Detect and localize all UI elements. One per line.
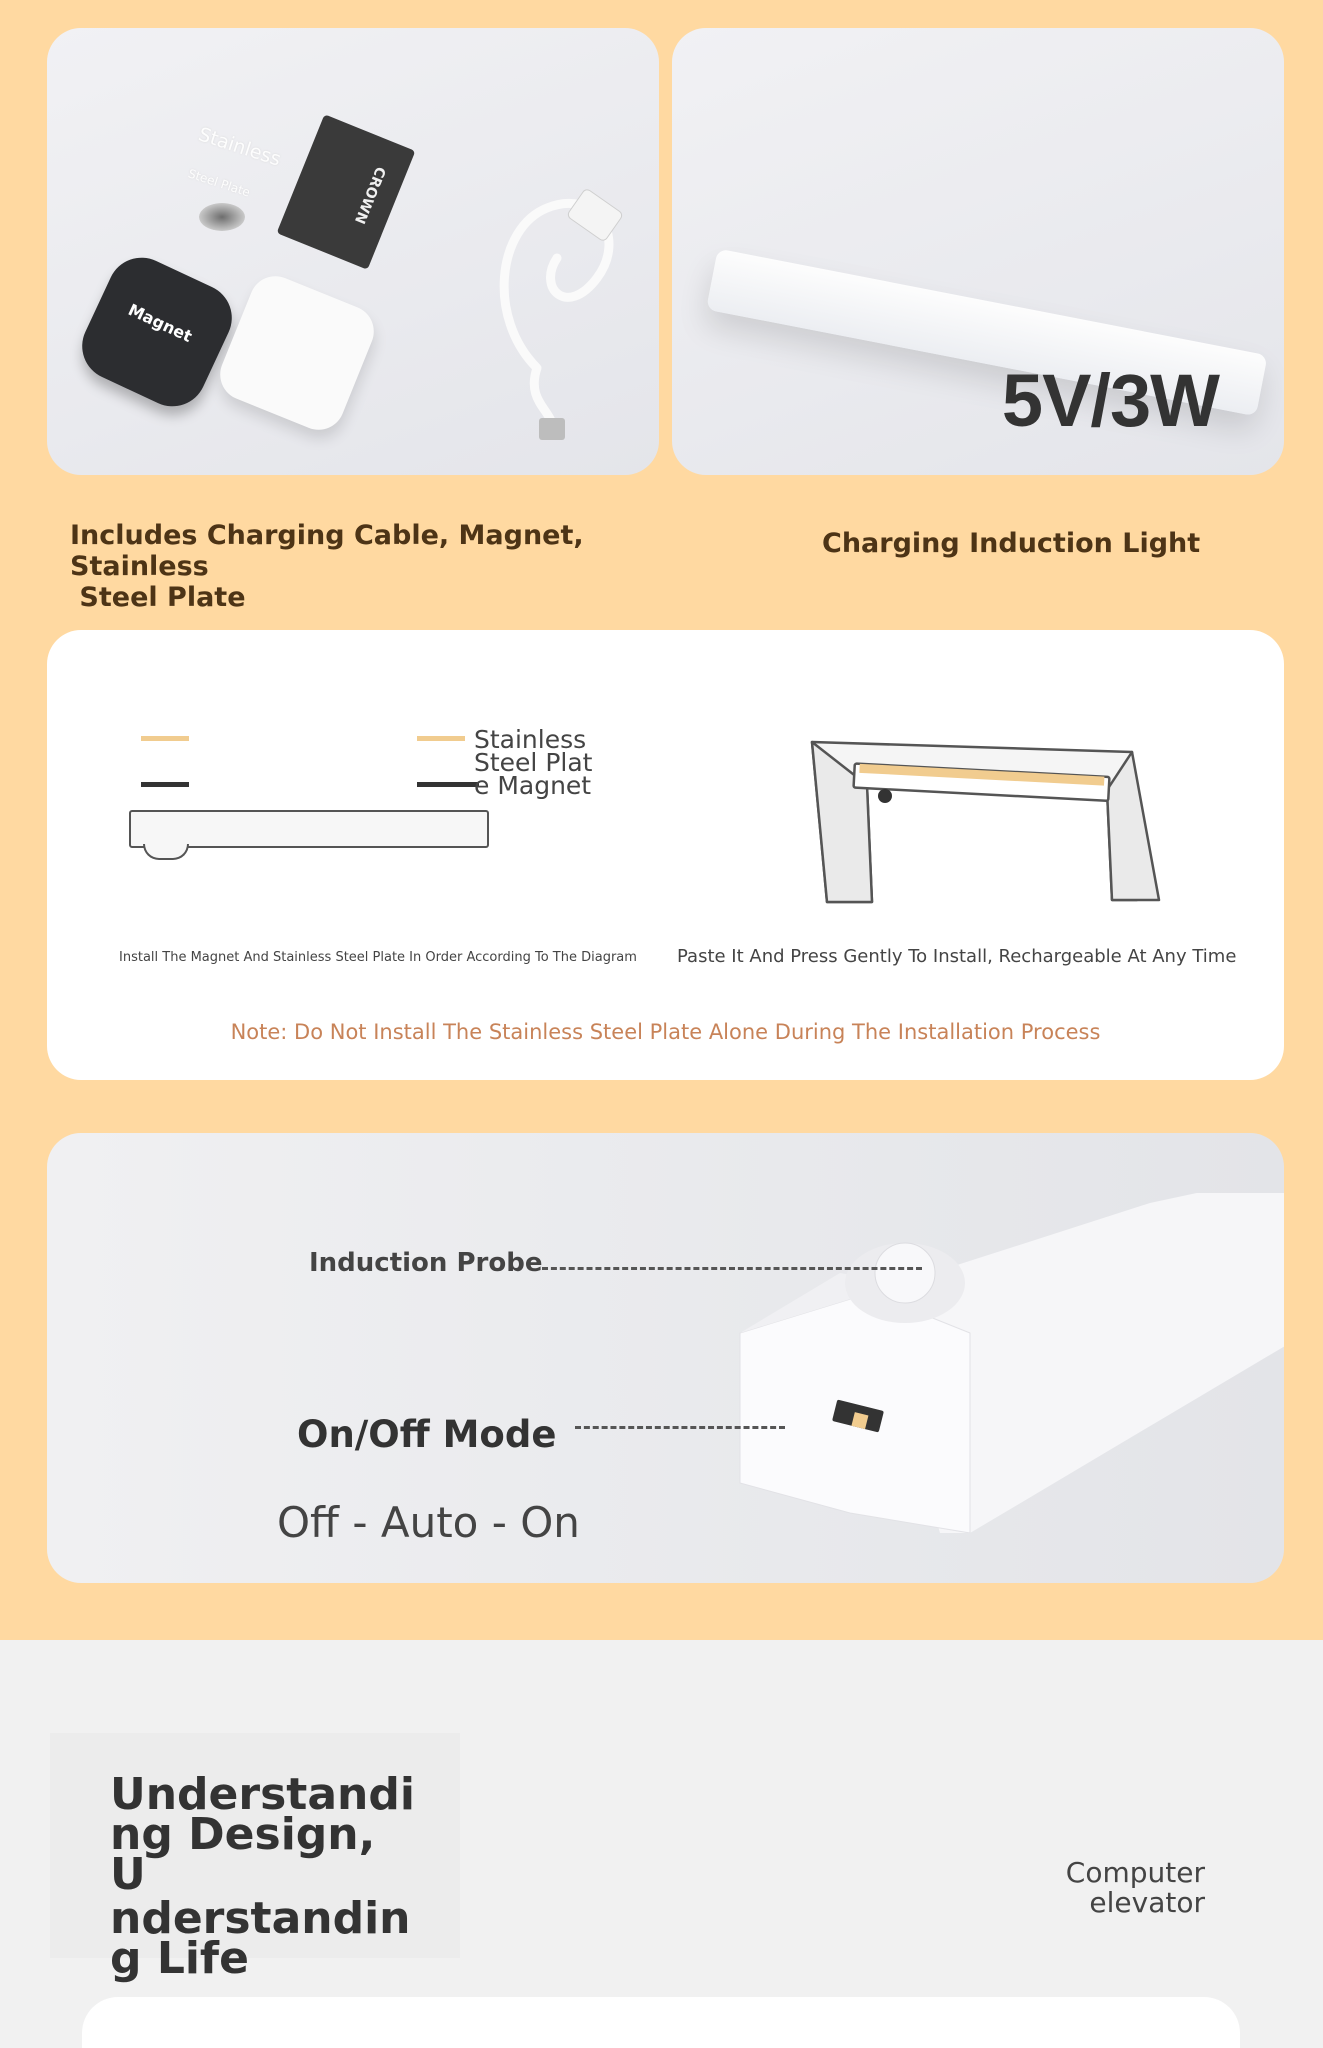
steel-plate-piece: [212, 268, 381, 437]
sticker-label-2: Steel Plate: [186, 166, 252, 200]
diagram-label-line2: Steel Plat: [474, 748, 593, 777]
sticker-label-1: Stainless: [195, 123, 284, 171]
slogan: [110, 1769, 415, 1984]
lamp-end-cap-photo: [730, 1193, 1284, 1533]
magnet-piece: [71, 247, 243, 418]
induction-probe-label: Induction Probe: [309, 1248, 543, 1278]
magnet-diagram: [47, 630, 647, 930]
power-spec: 5V/3W: [1001, 359, 1219, 442]
stainless-steel-sticker: [157, 78, 284, 200]
diagram-label-line1: Stainless: [474, 725, 587, 754]
slogan-line3: nderstandin: [110, 1893, 411, 1944]
slogan-line4: g Life: [110, 1933, 249, 1984]
accessories-caption: [70, 520, 670, 613]
slogan-line1: Understandi: [110, 1769, 415, 1820]
magnet-mark-right: [417, 782, 479, 787]
accessories-photo-card: [47, 28, 659, 475]
magnet-label: Magnet: [125, 299, 195, 346]
probe-leader-line: [542, 1267, 922, 1270]
installation-card: [47, 630, 1284, 1080]
cabinet-install-diagram: [807, 730, 1187, 920]
diagram-labels: [474, 725, 604, 800]
lamp-sensor-outline: [143, 844, 189, 860]
diagram-label-line3: e Magnet: [474, 771, 592, 800]
tape-brand: CROWN: [350, 164, 389, 226]
switch-modes: Off - Auto - On: [277, 1498, 580, 1547]
brand-line1: Computer: [1065, 1856, 1205, 1889]
steel-plate-mark-right: [417, 736, 465, 741]
brand-line2: elevator: [1089, 1886, 1205, 1919]
accessories-caption-line2: Steel Plate: [70, 582, 246, 613]
next-section-card: [82, 1997, 1240, 2048]
lamp-photo-card: [672, 28, 1284, 475]
magnet-mark-left: [141, 782, 189, 787]
switch-card: [47, 1133, 1284, 1583]
slogan-line2: ng Design, U: [110, 1809, 376, 1900]
adhesive-dot: [199, 203, 245, 231]
accessories-caption-line1: Includes Charging Cable, Magnet, Stainless: [70, 520, 584, 582]
install-step-1: Install The Magnet And Stainless Steel Plate In Order According To The Diagram: [119, 950, 637, 965]
mode-leader-line: [575, 1426, 785, 1429]
usb-cable-icon: [477, 168, 637, 448]
lamp-caption: Charging Induction Light: [822, 528, 1201, 559]
bottom-band: [0, 1640, 1323, 2048]
lamp-outline: [129, 810, 489, 848]
install-step-2: Paste It And Press Gently To Install, Rechargeable At Any Time: [677, 946, 1237, 967]
steel-plate-mark-left: [141, 736, 189, 741]
install-warning: Note: Do Not Install The Stainless Steel Plate Alone During The Installation Process: [230, 1020, 1101, 1044]
adhesive-tape: [277, 114, 416, 269]
on-off-mode-label: On/Off Mode: [297, 1413, 557, 1456]
brand-tag: [1005, 1858, 1205, 1918]
